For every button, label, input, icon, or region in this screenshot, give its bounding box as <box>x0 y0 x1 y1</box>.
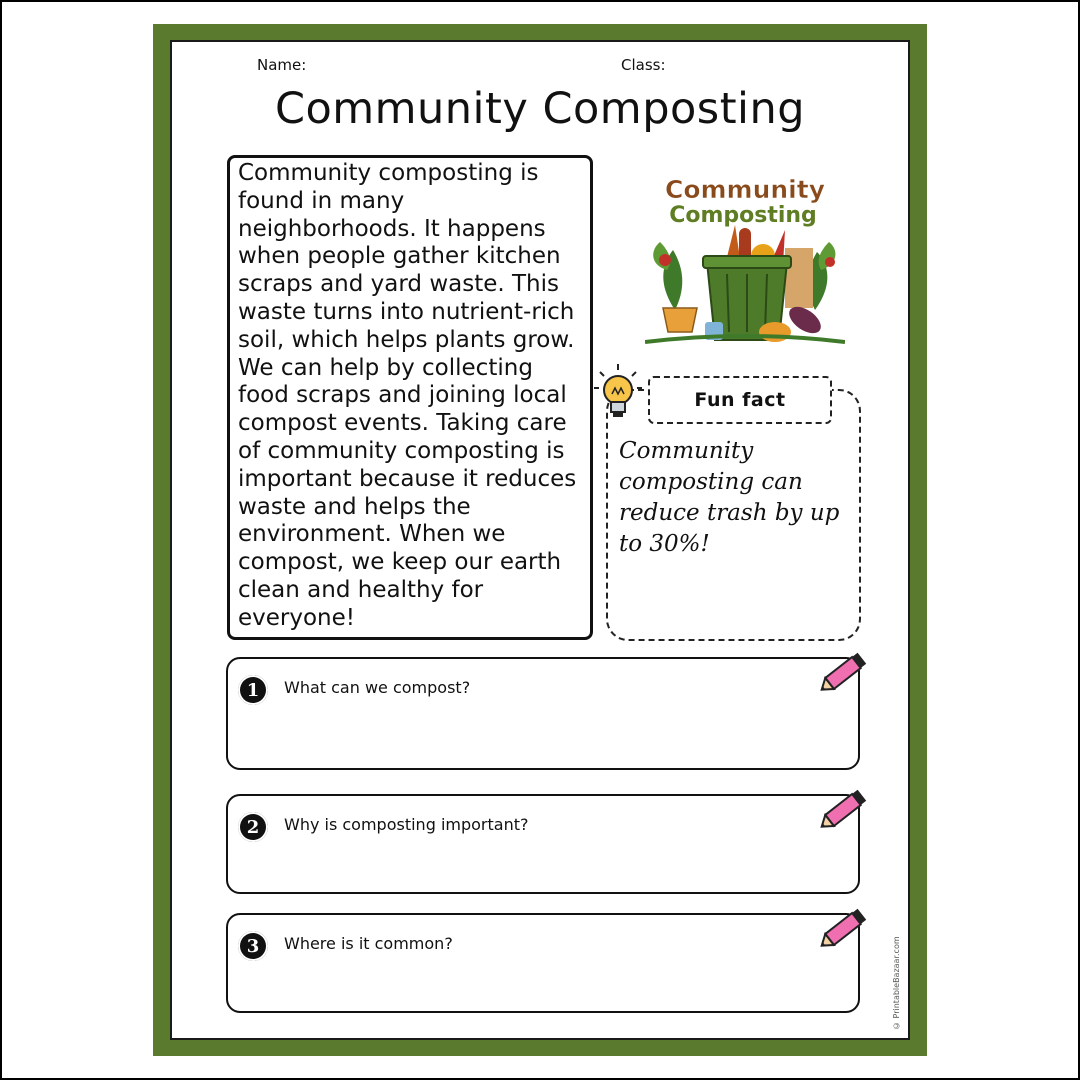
pencil-icon <box>816 786 870 834</box>
question-box-1[interactable] <box>226 657 860 770</box>
reading-passage: Community composting is found in many neighborhoods. It happens when people gather kitchen scraps and yard waste. This waste turns into nutrient-rich soil, which helps plants grow. We can help by collecting food scraps and joining local compost events. Taking care of community composting is important because it reduces waste and helps the environment. When we compost, we keep our earth clean and healthy for everyone! <box>238 160 577 631</box>
question-text-2: Why is composting important? <box>284 815 529 834</box>
question-text-1: What can we compost? <box>284 678 471 697</box>
pencil-icon <box>816 649 870 697</box>
fun-fact-label: Fun fact <box>648 376 832 424</box>
question-text-3: Where is it common? <box>284 934 453 953</box>
class-label: Class: <box>621 56 666 74</box>
fun-fact-text: Community composting can reduce trash by up to 30%! <box>619 438 840 557</box>
name-label: Name: <box>257 56 307 74</box>
question-number-1: 1 <box>238 675 268 705</box>
compost-bin-illustration <box>645 170 845 350</box>
copyright-watermark: © PrintableBazaar.com <box>892 936 901 1030</box>
question-box-3[interactable] <box>226 913 860 1013</box>
question-number-2: 2 <box>238 812 268 842</box>
illustration-title-line2: Composting <box>669 203 817 228</box>
illustration-title-line1: Community <box>664 175 826 204</box>
page-title: Community Composting <box>274 84 806 134</box>
pencil-icon <box>816 905 870 953</box>
lightbulb-icon <box>592 362 644 422</box>
question-box-2[interactable] <box>226 794 860 894</box>
question-number-3: 3 <box>238 931 268 961</box>
